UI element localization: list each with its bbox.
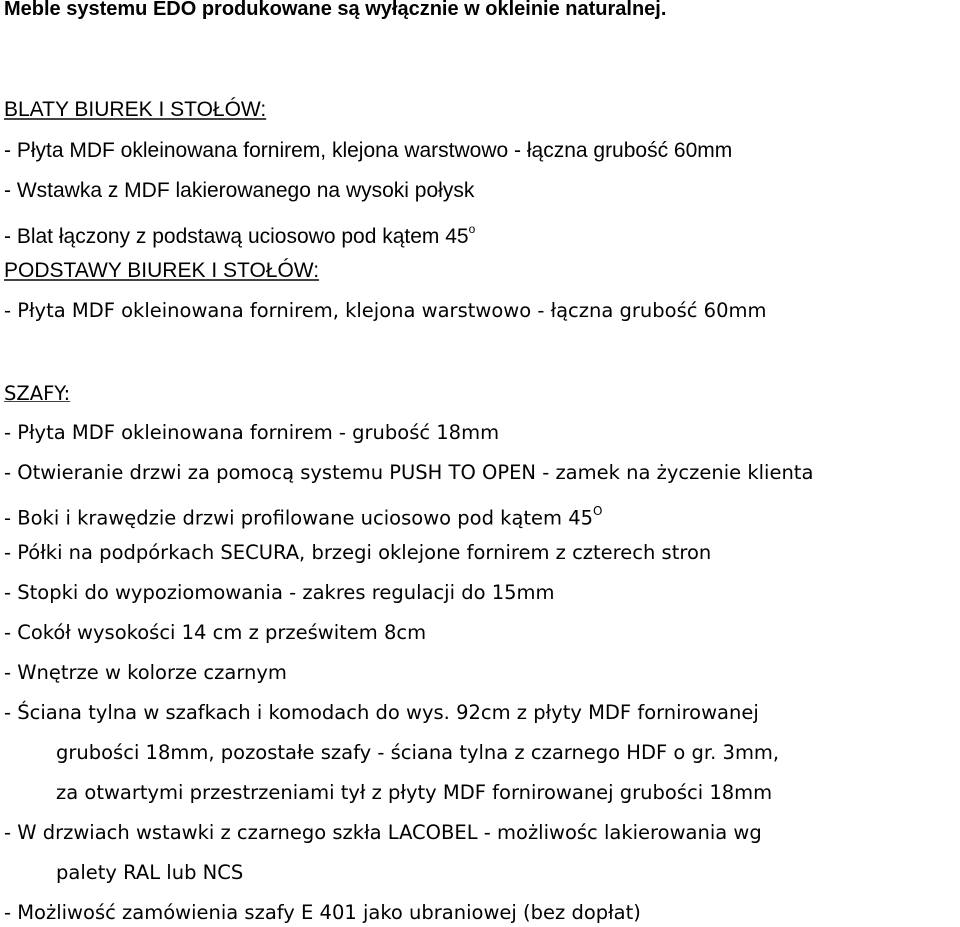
list-item: - Możliwość zamówienia szafy E 401 jako ubraniowej (bez dopłat) [4,901,641,924]
heading-szafy: SZAFY: [4,382,71,405]
list-item: - Ściana tylna w szafkach i komodach do wys. 92cm z płyty MDF fornirowanej [4,701,759,724]
list-item: - Wstawka z MDF lakierowanego na wysoki połysk [4,179,475,202]
list-item: - Płyta MDF okleinowana fornirem - grubość 18mm [4,421,500,444]
list-item: - Wnętrze w kolorze czarnym [4,661,287,684]
list-item: - Płyta MDF okleinowana fornirem, klejona warstwowo - łączna grubość 60mm [4,299,767,322]
list-item-continuation: palety RAL lub NCS [56,861,244,884]
list-item: - Półki na podpórkach SECURA, brzegi oklejone fornirem z czterech stron [4,541,712,564]
degree-mark: O [593,504,603,518]
heading-blaty: BLATY BIUREK I STOŁÓW: [4,98,267,121]
list-item: - Blat łączony z podstawą uciosowo pod kątem 45$^o$ [4,222,476,248]
list-item-continuation: grubości 18mm, pozostałe szafy - ściana tylna z czarnego HDF o gr. 3mm, [56,741,780,764]
list-item: - Otwieranie drzwi za pomocą systemu PUSH TO OPEN - zamek na życzenie klienta [4,461,814,484]
list-item: - Płyta MDF okleinowana fornirem, klejona warstwowo - łączna grubość 60mm [4,139,733,162]
list-item: - Stopki do wypoziomowania - zakres regulacji do 15mm [4,581,555,604]
degree-mark: o [468,222,476,236]
notice-text: Meble systemu EDO produkowane są wyłącznie w okleinie naturalnej. [4,0,667,20]
list-item: - W drzwiach wstawki z czarnego szkła LACOBEL - możliwośc lakierowania wg [4,821,762,844]
heading-podstawy: PODSTAWY BIUREK I STOŁÓW: [4,259,320,282]
list-item: - Cokół wysokości 14 cm z prześwitem 8cm [4,621,427,644]
list-item: - Boki i krawędzie drzwi profilowane uciosowo pod kątem $45^O$ [4,504,603,530]
list-item-continuation: za otwartymi przestrzeniami tył z płyty MDF fornirowanej grubości 18mm [56,781,773,804]
